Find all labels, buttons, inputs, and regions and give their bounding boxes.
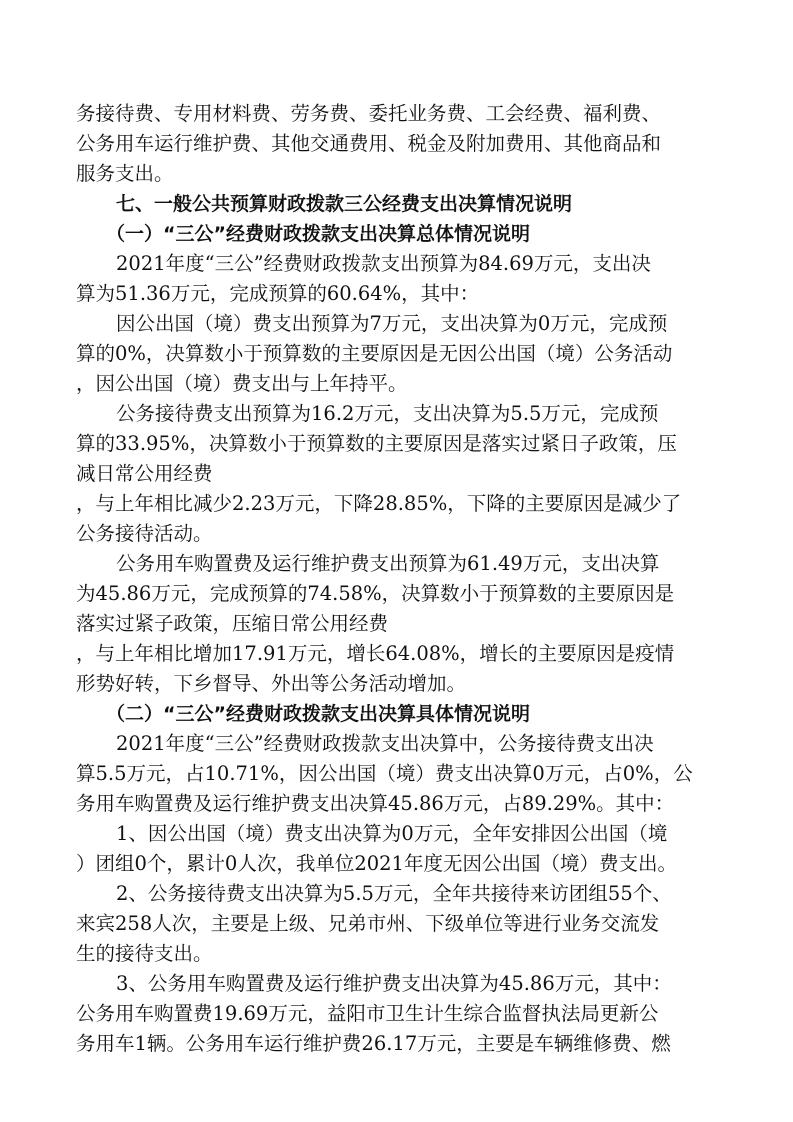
- body-text-line: ，与上年相比减少2.23万元，下降28.85%，下降的主要原因是减少了: [76, 492, 682, 515]
- subsection-heading: （二）“三公”经费财政拨款支出决算具体情况说明: [106, 703, 530, 725]
- body-text-line: 公务用车运行维护费、其他交通费用、税金及附加费用、其他商品和: [76, 132, 662, 155]
- body-text-line: 形势好转，下乡督导、外出等公务活动增加。: [76, 672, 467, 695]
- body-text-line: ，与上年相比增加17.91万元，增长64.08%，增长的主要原因是疫情: [76, 642, 675, 665]
- body-text-line: 生的接待支出。: [76, 942, 213, 965]
- subsection-heading: （一）“三公”经费财政拨款支出决算总体情况说明: [106, 223, 530, 245]
- body-text-line: 务用车购置费及运行维护费支出决算45.86万元，占89.29%。其中：: [76, 792, 675, 815]
- body-text-line: 算为51.36万元，完成预算的60.64%，其中：: [76, 282, 480, 305]
- body-text-line: 减日常公用经费: [76, 462, 213, 485]
- body-text-line: 2021年度“三公”经费财政拨款支出预算为84.69万元，支出决: [116, 252, 651, 275]
- body-text-line: 3、公务用车购置费及运行维护费支出决算为45.86万元，其中：: [116, 972, 672, 995]
- body-text-line: 务用车1辆。公务用车运行维护费26.17万元，主要是车辆维修费、燃: [76, 1032, 671, 1055]
- body-text-line: 2、公务接待费支出决算为5.5万元，全年共接待来访团组55个、: [116, 882, 672, 905]
- body-text-line: 落实过紧子政策，压缩日常公用经费: [76, 612, 389, 635]
- body-text-line: 2021年度“三公”经费财政拨款支出决算中，公务接待费支出决: [116, 732, 654, 755]
- body-text-line: 公务用车购置费19.69万元，益阳市卫生计生综合监督执法局更新公: [76, 1002, 659, 1025]
- body-text-line: 因公出国（境）费支出预算为7万元，支出决算为0万元，完成预: [116, 312, 668, 335]
- body-text-line: 服务支出。: [76, 162, 174, 185]
- body-text-line: ，因公出国（境）费支出与上年持平。: [76, 372, 408, 395]
- body-text-line: 来宾258人次，主要是上级、兄弟市州、下级单位等进行业务交流发: [76, 912, 660, 935]
- body-text-line: 务接待费、专用材料费、劳务费、委托业务费、工会经费、福利费、: [76, 102, 662, 125]
- body-text-line: 为45.86万元，完成预算的74.58%，决算数小于预算数的主要原因是: [76, 582, 675, 605]
- body-text-line: 算的33.95%，决算数小于预算数的主要原因是落实过紧日子政策，压: [76, 432, 677, 455]
- section-heading: 七、一般公共预算财政拨款三公经费支出决算情况说明: [116, 193, 573, 215]
- body-text-line: 公务接待费支出预算为16.2万元，支出决算为5.5万元，完成预: [116, 402, 659, 425]
- body-text-line: 算5.5万元，占10.71%，因公出国（境）费支出决算0万元，占0%，公: [76, 762, 693, 785]
- body-text-line: 1、因公出国（境）费支出决算为0万元，全年安排因公出国（境: [116, 822, 668, 845]
- body-text-line: 公务接待活动。: [76, 522, 213, 545]
- body-text-line: 公务用车购置费及运行维护费支出预算为61.49万元，支出决算: [116, 552, 660, 575]
- body-text-line: ）团组0个，累计0人次，我单位2021年度无因公出国（境）费支出。: [76, 852, 677, 875]
- body-text-line: 算的0%，决算数小于预算数的主要原因是无因公出国（境）公务活动: [76, 342, 673, 365]
